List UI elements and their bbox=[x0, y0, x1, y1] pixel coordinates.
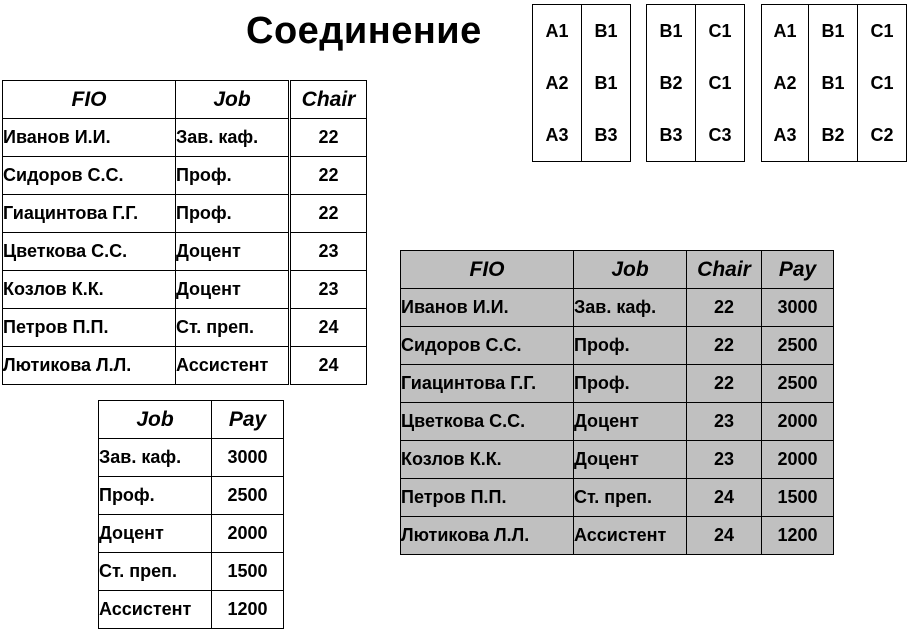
cell: Гиацинтова Г.Г. bbox=[3, 195, 176, 233]
cell: Проф. bbox=[574, 365, 687, 403]
page-title: Соединение bbox=[246, 10, 482, 52]
pair-bc-col2 bbox=[696, 5, 745, 162]
cell: 1200 bbox=[762, 517, 834, 555]
cell: 2500 bbox=[212, 477, 284, 515]
cell: Иванов И.И. bbox=[401, 289, 574, 327]
cell: B1 bbox=[594, 21, 618, 41]
cell: Зав. каф. bbox=[99, 439, 212, 477]
cell: A1 bbox=[773, 21, 797, 41]
cell: B3 bbox=[659, 125, 683, 145]
cell: Проф. bbox=[99, 477, 212, 515]
table-header-row bbox=[3, 81, 289, 119]
table-row bbox=[3, 309, 289, 347]
cell: 2000 bbox=[762, 403, 834, 441]
cell: Ст. преп. bbox=[176, 309, 289, 347]
column-header: Job bbox=[99, 401, 212, 439]
cell: 2500 bbox=[762, 327, 834, 365]
cell: Ассистент bbox=[99, 591, 212, 629]
pair-ab-col1 bbox=[533, 5, 582, 162]
cell: B3 bbox=[594, 125, 618, 145]
cell: Зав. каф. bbox=[574, 289, 687, 327]
cell: Сидоров С.С. bbox=[401, 327, 574, 365]
cell: Петров П.П. bbox=[3, 309, 176, 347]
cell: Петров П.П. bbox=[401, 479, 574, 517]
column-header: Job bbox=[176, 81, 289, 119]
cell: C1 bbox=[708, 73, 732, 93]
cell: Цветкова С.С. bbox=[3, 233, 176, 271]
cell: Доцент bbox=[176, 271, 289, 309]
cell: 23 bbox=[291, 271, 367, 309]
table-row bbox=[99, 591, 284, 629]
cell: C3 bbox=[708, 125, 732, 145]
pair-table-ab bbox=[532, 4, 631, 162]
cell: 23 bbox=[687, 441, 762, 479]
pair-abc-col1 bbox=[762, 5, 809, 162]
table-row bbox=[3, 119, 289, 157]
cell: C1 bbox=[870, 21, 894, 41]
cell: 24 bbox=[687, 479, 762, 517]
cell: Зав. каф. bbox=[176, 119, 289, 157]
column-header: FIO bbox=[3, 81, 176, 119]
cell: C1 bbox=[870, 73, 894, 93]
column-header: Chair bbox=[291, 81, 367, 119]
pair-bc-col1 bbox=[647, 5, 696, 162]
table-row bbox=[401, 517, 834, 555]
cell: Ст. преп. bbox=[99, 553, 212, 591]
cell: A3 bbox=[773, 125, 797, 145]
cell: 1500 bbox=[212, 553, 284, 591]
table-header-row bbox=[401, 251, 834, 289]
cell: Доцент bbox=[574, 403, 687, 441]
cell: B1 bbox=[659, 21, 683, 41]
pair-abc-col2 bbox=[809, 5, 858, 162]
cell: A3 bbox=[545, 125, 569, 145]
pair-table-bc bbox=[646, 4, 745, 162]
pair-abc-col3 bbox=[858, 5, 907, 162]
cell: Доцент bbox=[99, 515, 212, 553]
cell: Ассистент bbox=[176, 347, 289, 385]
column-header: FIO bbox=[401, 251, 574, 289]
cell: 22 bbox=[687, 365, 762, 403]
cell: B2 bbox=[821, 125, 845, 145]
cell: B1 bbox=[594, 73, 618, 93]
cell: A1 bbox=[545, 21, 569, 41]
cell: Ст. преп. bbox=[574, 479, 687, 517]
column-header: Chair bbox=[687, 251, 762, 289]
table-row bbox=[99, 439, 284, 477]
pair-ab-col2 bbox=[582, 5, 631, 162]
table-row bbox=[3, 233, 289, 271]
cell: 2000 bbox=[212, 515, 284, 553]
cell: 22 bbox=[687, 289, 762, 327]
cell: Проф. bbox=[574, 327, 687, 365]
table-row bbox=[99, 553, 284, 591]
cell: A2 bbox=[545, 73, 569, 93]
cell: 3000 bbox=[212, 439, 284, 477]
table-row bbox=[401, 479, 834, 517]
cell: Доцент bbox=[176, 233, 289, 271]
table-row bbox=[3, 195, 289, 233]
cell: Проф. bbox=[176, 195, 289, 233]
table-row bbox=[401, 441, 834, 479]
table-row bbox=[99, 515, 284, 553]
cell: Лютикова Л.Л. bbox=[3, 347, 176, 385]
cell: 24 bbox=[291, 347, 367, 385]
cell: Ассистент bbox=[574, 517, 687, 555]
table-row bbox=[99, 477, 284, 515]
column-header: Pay bbox=[212, 401, 284, 439]
cell: Доцент bbox=[574, 441, 687, 479]
cell: 24 bbox=[291, 309, 367, 347]
table-row bbox=[401, 289, 834, 327]
cell: Цветкова С.С. bbox=[401, 403, 574, 441]
table-row bbox=[401, 365, 834, 403]
cell: Проф. bbox=[176, 157, 289, 195]
cell: B1 bbox=[821, 73, 845, 93]
cell: 24 bbox=[687, 517, 762, 555]
job-pay-table bbox=[98, 400, 284, 629]
table-row bbox=[401, 327, 834, 365]
cell: Сидоров С.С. bbox=[3, 157, 176, 195]
cell: 3000 bbox=[762, 289, 834, 327]
cell: Гиацинтова Г.Г. bbox=[401, 365, 574, 403]
cell: 22 bbox=[291, 195, 367, 233]
table-row bbox=[3, 157, 289, 195]
cell: 22 bbox=[291, 157, 367, 195]
table-row bbox=[3, 347, 289, 385]
cell: Козлов К.К. bbox=[3, 271, 176, 309]
table-row bbox=[401, 403, 834, 441]
pair-table-abc bbox=[761, 4, 907, 162]
cell: A2 bbox=[773, 73, 797, 93]
cell: C2 bbox=[870, 125, 894, 145]
employee-table bbox=[2, 80, 289, 385]
cell: 2500 bbox=[762, 365, 834, 403]
column-header: Pay bbox=[762, 251, 834, 289]
cell: 23 bbox=[291, 233, 367, 271]
chair-column-table bbox=[290, 80, 367, 385]
table-row bbox=[3, 271, 289, 309]
cell: B1 bbox=[821, 21, 845, 41]
cell: 22 bbox=[291, 119, 367, 157]
column-header: Job bbox=[574, 251, 687, 289]
cell: 1500 bbox=[762, 479, 834, 517]
cell: 22 bbox=[687, 327, 762, 365]
cell: 1200 bbox=[212, 591, 284, 629]
cell: Иванов И.И. bbox=[3, 119, 176, 157]
cell: 23 bbox=[687, 403, 762, 441]
table-header-row bbox=[99, 401, 284, 439]
cell: 2000 bbox=[762, 441, 834, 479]
cell: B2 bbox=[659, 73, 683, 93]
cell: Лютикова Л.Л. bbox=[401, 517, 574, 555]
cell: C1 bbox=[708, 21, 732, 41]
cell: Козлов К.К. bbox=[401, 441, 574, 479]
joined-table bbox=[400, 250, 834, 555]
